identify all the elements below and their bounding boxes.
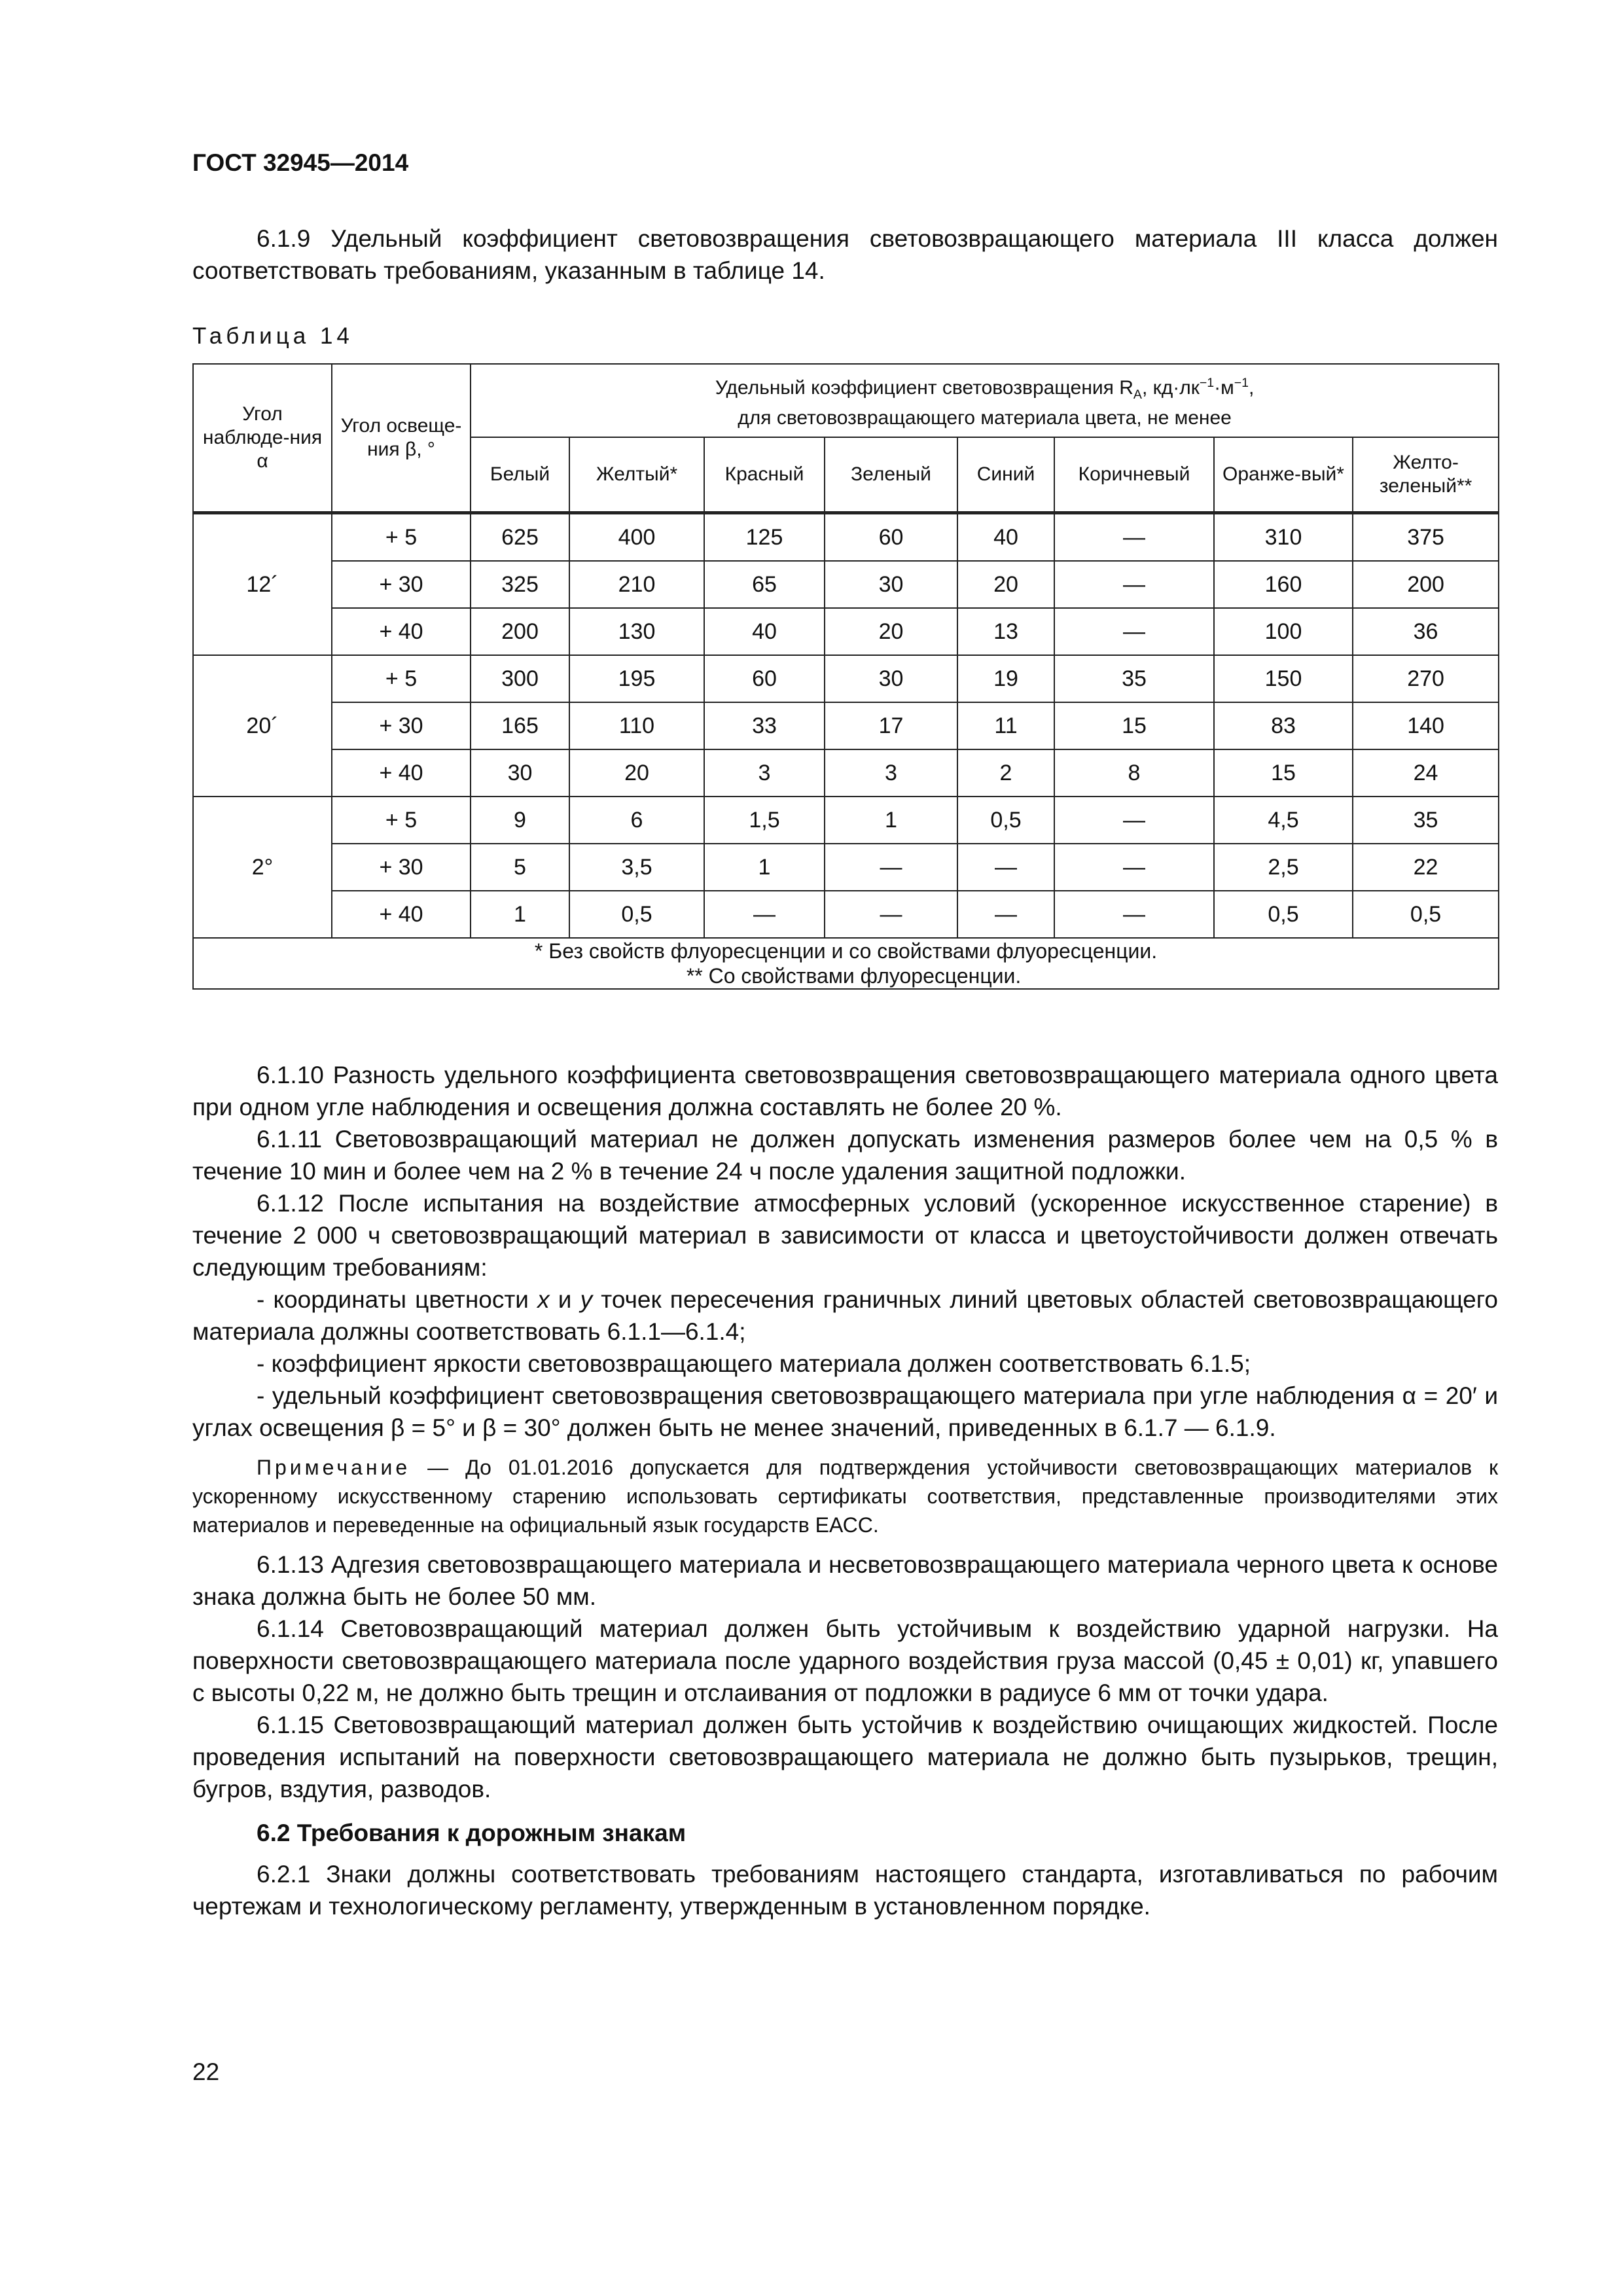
table-row [193,608,1499,655]
cell-value: 5 [471,844,569,891]
cell-value: 310 [1214,513,1353,562]
cell-illumination-angle: + 5 [332,513,471,562]
variable-y: у [580,1286,593,1313]
cell-value: 210 [569,561,704,608]
cell-value: — [704,891,825,938]
note-paragraph [192,1453,1498,1539]
col-group-header [471,364,1499,437]
cell-value: — [825,891,957,938]
paragraph-6-1-9: 6.1.9 Удельный коэффициент световозвращения световозвращающего материала III класса должен соответствовать требованиям, указанным в таблице 14. [192,225,1498,284]
cell-value: — [957,891,1054,938]
cell-value: 0,5 [957,797,1054,844]
section-heading-6-2: 6.2 Требования к дорожным знакам [257,1820,687,1846]
cell-value: 195 [569,655,704,702]
cell-value: 9 [471,797,569,844]
cell-value: — [825,844,957,891]
cell-value: 15 [1214,749,1353,797]
cell-value: 300 [471,655,569,702]
cell-value: 40 [704,608,825,655]
group-header-sub: A [1133,387,1142,402]
table-footnotes [193,938,1499,989]
table-row [193,561,1499,608]
list-item-luminance: - коэффициент яркости световозвращающего материала должен соответствовать 6.1.5; [257,1350,1251,1377]
col-header-illumination-angle: Угол освеще-ния β, ° [332,364,471,513]
cell-value: 6 [569,797,704,844]
cell-value: — [1054,844,1214,891]
list-item-chromaticity [192,1283,1498,1348]
cell-value: 35 [1054,655,1214,702]
cell-value: 22 [1353,844,1499,891]
cell-value: 40 [957,513,1054,562]
cell-value: 13 [957,608,1054,655]
table-row [193,891,1499,938]
cell-value: 165 [471,702,569,749]
cell-value: 160 [1214,561,1353,608]
footnote-1: * Без свойств флуоресценции и со свойствами флуоресценции. [534,939,1158,963]
group-header-sup-1: −1 [1199,376,1215,390]
cell-illumination-angle: + 40 [332,891,471,938]
intro-section [192,223,1498,287]
cell-value: 150 [1214,655,1353,702]
cell-value: 3,5 [569,844,704,891]
cell-value: 11 [957,702,1054,749]
cell-value: 625 [471,513,569,562]
cell-value: 65 [704,561,825,608]
cell-value: 8 [1054,749,1214,797]
page-number: 22 [192,2058,220,2085]
cell-value: 1 [825,797,957,844]
cell-value: 83 [1214,702,1353,749]
retroreflection-table [192,363,1499,990]
cell-value: 110 [569,702,704,749]
cell-value: 100 [1214,608,1353,655]
cell-value: — [1054,797,1214,844]
footnote-2: ** Со свойствами флуоресценции. [686,964,1022,988]
cell-illumination-angle: + 40 [332,749,471,797]
paragraph-6-1-15: 6.1.15 Световозвращающий материал должен быть устойчив к воздействию очищающих жидкостей. После проведения испытаний на поверхности световозвращающего материала не должно быть пузырьков, трещин, бугров, вздутия, разводов. [192,1712,1498,1803]
cell-value: 20 [825,608,957,655]
note-label: Примечание [257,1456,411,1479]
group-header-text-3: ·м [1214,377,1234,399]
cell-illumination-angle: + 5 [332,797,471,844]
cell-value: 20 [569,749,704,797]
variable-x: х [537,1286,550,1313]
document-code-header: ГОСТ 32945—2014 [192,149,409,176]
requirements-section [192,1059,1498,1922]
cell-value: — [1054,891,1214,938]
cell-value: 60 [825,513,957,562]
cell-value: 130 [569,608,704,655]
cell-illumination-angle: + 5 [332,655,471,702]
col-header-color: Желтый* [569,437,704,513]
cell-value: 140 [1353,702,1499,749]
cell-value: 33 [704,702,825,749]
cell-value: 3 [825,749,957,797]
paragraph-6-2-1: 6.2.1 Знаки должны соответствовать требованиям настоящего стандарта, изготавливаться по рабочим чертежам и технологическому регламенту, утвержденным в установленном порядке. [192,1861,1498,1920]
cell-value: 30 [825,655,957,702]
cell-value: 15 [1054,702,1214,749]
table-row [193,513,1499,562]
group-header-sup-2: −1 [1234,376,1249,390]
list-item-text: и [549,1286,580,1313]
col-header-observation-angle: Угол наблюде-ния α [193,364,332,513]
table-body [193,513,1499,939]
cell-value: 125 [704,513,825,562]
cell-illumination-angle: + 30 [332,702,471,749]
cell-value: 325 [471,561,569,608]
table-row [193,655,1499,702]
cell-illumination-angle: + 30 [332,844,471,891]
cell-value: 200 [471,608,569,655]
list-item-retroreflection: - удельный коэффициент световозвращения световозвращающего материала при угле наблюдения α = 20′ и углах освещения β = 5° и β = 30° должен быть не менее значений, приведенных в 6.1.7 — 6.1.9. [192,1382,1498,1441]
cell-value: 0,5 [1353,891,1499,938]
table-caption: Таблица 14 [192,323,353,349]
paragraph-6-1-11: 6.1.11 Световозвращающий материал не должен допускать изменения размеров более чем на 0,5 % в течение 10 мин и более чем на 2 % в течение 24 ч после удаления защитной подложки. [192,1126,1498,1185]
cell-value: 60 [704,655,825,702]
list-item-text: точек пересечения граничных линий цветовых областей световозвращающего материала должны соответствовать 6.1.1—6.1.4; [192,1286,1498,1345]
cell-value: — [957,844,1054,891]
table-row [193,702,1499,749]
table-row [193,749,1499,797]
group-header-line-2: для световозвращающего материала цвета, не менее [738,407,1232,429]
group-header-text-1: Удельный коэффициент световозвращения R [715,377,1133,399]
paragraph-6-1-14: 6.1.14 Световозвращающий материал должен быть устойчивым к воздействию ударной нагрузки. На поверхности световозвращающего материала после ударного воздействия груза массой (0,45 ± 0,01) кг, упавшего с высоты 0,22 м, не должно быть трещин и отслаивания от подложки в радиусе 6 мм от точки удара. [192,1615,1498,1706]
cell-value: 400 [569,513,704,562]
cell-value: 30 [471,749,569,797]
col-header-color: Зеленый [825,437,957,513]
cell-value: 2 [957,749,1054,797]
cell-value: — [1054,561,1214,608]
group-header-text-4: , [1248,377,1255,399]
group-header-text-2: , кд·лк [1141,377,1200,399]
col-header-color: Желто-зеленый** [1353,437,1499,513]
cell-value: — [1054,608,1214,655]
cell-illumination-angle: + 30 [332,561,471,608]
cell-value: 1 [704,844,825,891]
cell-value: 1,5 [704,797,825,844]
cell-value: 0,5 [1214,891,1353,938]
list-item-text: - координаты цветности [257,1286,538,1313]
cell-observation-angle: 2° [193,797,332,938]
cell-value: 375 [1353,513,1499,562]
cell-value: 36 [1353,608,1499,655]
paragraph-6-1-12: 6.1.12 После испытания на воздействие атмосферных условий (ускоренное искусственное старение) в течение 2 000 ч световозвращающий материал в зависимости от класса и цветоустойчивости должен отвечать следующим требованиям: [192,1190,1498,1281]
col-header-color: Оранже-вый* [1214,437,1353,513]
cell-value: 2,5 [1214,844,1353,891]
cell-observation-angle: 20´ [193,655,332,797]
cell-value: 200 [1353,561,1499,608]
cell-value: 270 [1353,655,1499,702]
col-header-color: Белый [471,437,569,513]
table-row [193,797,1499,844]
paragraph-6-1-13: 6.1.13 Адгезия световозвращающего материала и несветовозвращающего материала черного цвета к основе знака должна быть не более 50 мм. [192,1551,1498,1610]
cell-value: 20 [957,561,1054,608]
paragraph-6-1-10: 6.1.10 Разность удельного коэффициента световозвращения световозвращающего материала одного цвета при одном угле наблюдения и освещения должна составлять не более 20 %. [192,1062,1498,1121]
cell-value: 1 [471,891,569,938]
cell-value: 3 [704,749,825,797]
cell-value: 19 [957,655,1054,702]
cell-value: 17 [825,702,957,749]
col-header-color: Синий [957,437,1054,513]
cell-value: — [1054,513,1214,562]
col-header-color: Красный [704,437,825,513]
cell-value: 0,5 [569,891,704,938]
cell-illumination-angle: + 40 [332,608,471,655]
table-row [193,844,1499,891]
cell-observation-angle: 12´ [193,513,332,656]
note-text: — До 01.01.2016 допускается для подтверждения устойчивости световозвращающих материалов к ускоренному искусственному старению использовать сертификаты соответствия, представленные производителями этих материалов и переведенные на официальный язык государств ЕАСС. [192,1456,1498,1537]
col-header-color: Коричневый [1054,437,1214,513]
cell-value: 4,5 [1214,797,1353,844]
cell-value: 35 [1353,797,1499,844]
cell-value: 30 [825,561,957,608]
cell-value: 24 [1353,749,1499,797]
